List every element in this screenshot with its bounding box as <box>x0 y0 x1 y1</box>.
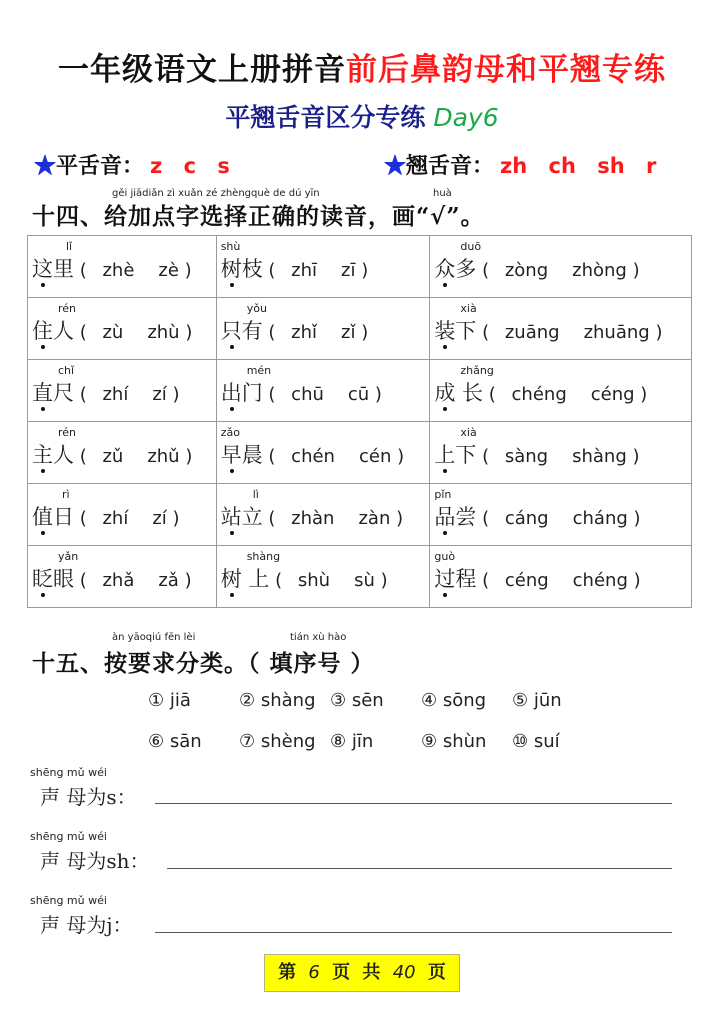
word-text: 过程 <box>434 567 477 591</box>
reading-options: ( zhí zí ) <box>74 384 180 405</box>
reading-options: ( zhè zè ) <box>74 260 192 281</box>
word-cell <box>430 360 692 422</box>
option-2[interactable]: cháng <box>572 508 628 529</box>
option-2[interactable]: cū <box>347 384 370 405</box>
option-1[interactable]: chén <box>291 446 335 467</box>
option-1[interactable]: zǔ <box>102 446 124 467</box>
word-cell <box>216 484 430 546</box>
word-text: 值日 <box>32 505 74 529</box>
legend-flat-tongue <box>34 149 230 180</box>
section15-pinyin-2: tián xù hào <box>290 632 347 643</box>
choice-9: ⑨ shùn <box>421 731 487 752</box>
word-characters <box>434 567 476 591</box>
option-1[interactable]: zù <box>102 322 124 343</box>
fill-sh-pinyin: shēng mǔ wéi <box>30 830 107 843</box>
reading-options: ( cáng cháng ) <box>476 508 641 529</box>
reading-options: ( zhǎ zǎ ) <box>74 570 192 591</box>
reading-options: ( zhī zī ) <box>262 260 369 281</box>
page-indicator <box>264 954 460 992</box>
option-2[interactable]: zǐ <box>341 322 356 343</box>
word-cell <box>28 546 217 608</box>
cell-pinyin: xià <box>460 302 477 315</box>
cell-pinyin: rì <box>62 488 70 501</box>
word-characters <box>434 257 476 281</box>
choice-4: ④ sōng <box>421 690 487 711</box>
cell-content <box>32 501 180 531</box>
table-row <box>28 422 692 484</box>
word-text: 站立 <box>220 505 263 529</box>
fill-sh-answer-line[interactable] <box>167 868 672 869</box>
choice-5: ⑤ jūn <box>512 690 562 711</box>
word-cell <box>430 546 692 608</box>
table-row <box>28 360 692 422</box>
word-characters <box>221 505 263 529</box>
fill-sh-label: 声 母为sh： <box>40 849 150 873</box>
emphasis-dot-icon <box>443 593 447 597</box>
reading-options: ( zù zhù ) <box>74 322 193 343</box>
legend-retroflex-sounds: zh ch sh r <box>500 154 657 178</box>
fill-j-pinyin: shēng mǔ wéi <box>30 894 107 907</box>
table-row <box>28 546 692 608</box>
option-2[interactable]: zhuāng <box>583 322 650 343</box>
word-cell <box>430 236 692 298</box>
cell-pinyin: xià <box>460 426 477 439</box>
choices-row-2 <box>148 731 603 752</box>
option-1[interactable]: zhī <box>291 260 318 281</box>
table-row <box>28 484 692 546</box>
word-text: 只有 <box>220 319 263 343</box>
cell-content <box>32 315 192 345</box>
option-1[interactable]: chéng <box>511 384 567 405</box>
cell-content <box>32 253 192 283</box>
word-characters <box>221 381 263 405</box>
option-2[interactable]: chéng <box>572 570 628 591</box>
emphasis-dot-icon <box>230 593 234 597</box>
word-cell <box>28 236 217 298</box>
word-text: 主人 <box>32 443 74 467</box>
option-2[interactable]: zhù <box>147 322 180 343</box>
option-2[interactable]: cén <box>358 446 392 467</box>
reading-options: ( zhǐ zǐ ) <box>262 322 369 343</box>
emphasis-dot-icon <box>41 531 45 535</box>
choice-3: ③ sēn <box>330 690 384 711</box>
cell-pinyin: shù <box>220 240 241 253</box>
word-characters <box>32 381 74 405</box>
emphasis-dot-icon <box>230 531 234 535</box>
word-characters <box>434 443 476 467</box>
cell-content <box>221 439 404 469</box>
pager-prefix: 第 <box>278 962 297 983</box>
emphasis-dot-icon <box>41 345 45 349</box>
word-cell <box>28 298 217 360</box>
word-cell <box>430 484 692 546</box>
cell-content <box>221 501 403 531</box>
reading-options: ( zhàn zàn ) <box>262 508 404 529</box>
option-2[interactable]: zàn <box>358 508 391 529</box>
option-2[interactable]: zí <box>152 384 167 405</box>
cell-content <box>32 377 180 407</box>
word-text: 眨眼 <box>32 567 74 591</box>
cell-content <box>434 501 640 531</box>
word-cell <box>28 484 217 546</box>
reading-options: ( zǔ zhǔ ) <box>74 446 193 467</box>
cell-pinyin: lì <box>252 488 259 501</box>
cell-pinyin: zhǎng <box>460 364 494 377</box>
cell-content <box>221 253 369 283</box>
page-subtitle <box>0 98 724 134</box>
emphasis-dot-icon <box>443 345 447 349</box>
cell-content <box>434 563 640 593</box>
word-text: 成 长 <box>434 381 484 405</box>
choice-8: ⑧ jīn <box>330 731 374 752</box>
reading-choice-table <box>27 235 692 608</box>
word-text: 树 上 <box>220 567 270 591</box>
word-text: 出门 <box>220 381 263 405</box>
word-characters <box>221 567 270 591</box>
cell-content <box>434 377 647 407</box>
word-cell <box>216 546 430 608</box>
cell-content <box>32 439 192 469</box>
subtitle-day: Day6 <box>433 103 499 132</box>
word-characters <box>32 443 74 467</box>
cell-content <box>221 377 382 407</box>
word-characters <box>434 505 476 529</box>
option-1[interactable]: zòng <box>504 260 549 281</box>
legend-retroflex <box>384 149 656 180</box>
cell-pinyin: mén <box>246 364 272 377</box>
option-2[interactable]: zǎ <box>158 570 179 591</box>
word-text: 众多 <box>434 257 477 281</box>
word-cell <box>216 236 430 298</box>
word-characters <box>32 567 74 591</box>
word-text: 上下 <box>434 443 477 467</box>
option-1[interactable]: sàng <box>504 446 549 467</box>
cell-pinyin: rén <box>58 302 77 315</box>
emphasis-dot-icon <box>230 407 234 411</box>
word-cell <box>430 298 692 360</box>
fill-j-label: 声 母为j： <box>40 913 133 937</box>
table-row <box>28 298 692 360</box>
word-text: 装下 <box>434 319 477 343</box>
cell-content <box>221 563 388 593</box>
emphasis-dot-icon <box>443 469 447 473</box>
choice-10: ⑩ suí <box>512 731 560 752</box>
reading-options: ( céng chéng ) <box>476 570 641 591</box>
choice-1: ① jiā <box>148 690 191 711</box>
table-row <box>28 236 692 298</box>
option-2[interactable]: zè <box>158 260 179 281</box>
cell-pinyin: chǐ <box>58 364 75 377</box>
word-cell <box>216 298 430 360</box>
option-2[interactable]: shàng <box>572 446 627 467</box>
cell-content <box>221 315 369 345</box>
option-2[interactable]: zí <box>152 508 167 529</box>
emphasis-dot-icon <box>41 407 45 411</box>
option-2[interactable]: sù <box>354 570 375 591</box>
section14-heading: 十四、给加点字选择正确的读音，画“√”。 <box>32 203 485 230</box>
legend-flat-sounds: z c s <box>150 154 230 178</box>
choice-2: ② shàng <box>239 690 316 711</box>
legend-retroflex-label: 翘舌音： <box>406 153 495 179</box>
emphasis-dot-icon <box>230 469 234 473</box>
title-black-part: 一年级语文上册拼音 <box>58 52 346 88</box>
option-1[interactable]: zuāng <box>504 322 560 343</box>
option-1[interactable]: zhǐ <box>291 322 318 343</box>
emphasis-dot-icon <box>230 283 234 287</box>
cell-content <box>434 315 662 345</box>
option-1[interactable]: zhí <box>102 508 129 529</box>
page-title <box>0 44 724 89</box>
reading-options: ( zòng zhòng ) <box>476 260 640 281</box>
word-cell <box>216 360 430 422</box>
emphasis-dot-icon <box>41 593 45 597</box>
reading-options: ( chéng céng ) <box>483 384 648 405</box>
section15-heading: 十五、按要求分类。（ 填序号 ） <box>32 650 375 677</box>
cell-pinyin: pǐn <box>434 488 452 501</box>
section14-pinyin-2: huà <box>433 188 452 199</box>
word-cell <box>216 422 430 484</box>
word-text: 品尝 <box>434 505 477 529</box>
cell-content <box>32 563 192 593</box>
choices-row-1 <box>148 690 603 711</box>
word-text: 早晨 <box>220 443 263 467</box>
option-2[interactable]: zī <box>341 260 356 281</box>
option-1[interactable]: zhàn <box>291 508 335 529</box>
emphasis-dot-icon <box>443 531 447 535</box>
reading-options: ( zhí zí ) <box>74 508 180 529</box>
word-characters <box>32 505 74 529</box>
star-icon: ★ <box>34 153 57 179</box>
word-characters <box>434 381 483 405</box>
fill-s-pinyin: shēng mǔ wéi <box>30 766 107 779</box>
cell-pinyin: rén <box>58 426 77 439</box>
word-text: 这里 <box>32 257 74 281</box>
option-1[interactable]: zhè <box>102 260 135 281</box>
word-cell <box>430 422 692 484</box>
word-characters <box>221 257 263 281</box>
word-characters <box>221 319 263 343</box>
option-1[interactable]: céng <box>504 570 549 591</box>
legend-flat-label: 平舌音： <box>56 153 145 179</box>
word-characters <box>434 319 476 343</box>
title-red-part: 前后鼻韵母和平翘专练 <box>346 52 666 88</box>
star-icon: ★ <box>384 153 407 179</box>
subtitle-text: 平翘舌音区分专练 <box>225 103 426 132</box>
option-1[interactable]: zhí <box>102 384 129 405</box>
reading-options: ( chén cén ) <box>262 446 405 467</box>
reading-options: ( chū cū ) <box>262 384 382 405</box>
option-2[interactable]: zhòng <box>572 260 627 281</box>
reading-options: ( sàng shàng ) <box>476 446 640 467</box>
word-cell <box>28 422 217 484</box>
cell-pinyin: lǐ <box>66 240 73 253</box>
option-1[interactable]: chū <box>291 384 324 405</box>
section14-pinyin-1: gěi jiādiǎn zì xuǎn zé zhèngquè de dú yīn <box>112 188 320 199</box>
emphasis-dot-icon <box>41 469 45 473</box>
word-cell <box>28 360 217 422</box>
cell-pinyin: yǒu <box>246 302 267 315</box>
option-1[interactable]: shù <box>297 570 331 591</box>
word-characters <box>221 443 263 467</box>
cell-content <box>434 439 639 469</box>
word-characters <box>32 319 74 343</box>
word-characters <box>32 257 74 281</box>
pager-total-pages: 40 <box>392 962 416 983</box>
reading-options: ( shù sù ) <box>269 570 388 591</box>
fill-s-answer-line[interactable] <box>155 803 672 804</box>
option-1[interactable]: zhǎ <box>102 570 135 591</box>
cell-pinyin: duō <box>460 240 482 253</box>
choice-6: ⑥ sān <box>148 731 202 752</box>
cell-pinyin: shàng <box>246 550 281 563</box>
cell-pinyin: guò <box>434 550 456 563</box>
option-1[interactable]: cáng <box>504 508 549 529</box>
fill-s-label: 声 母为s： <box>40 785 137 809</box>
emphasis-dot-icon <box>41 283 45 287</box>
option-2[interactable]: céng <box>590 384 635 405</box>
reading-options: ( zuāng zhuāng ) <box>476 322 663 343</box>
pager-mid: 页 共 <box>332 962 381 983</box>
choice-7: ⑦ shèng <box>239 731 316 752</box>
pager-current-page: 6 <box>308 962 320 983</box>
word-text: 树枝 <box>220 257 263 281</box>
word-text: 直尺 <box>32 381 74 405</box>
emphasis-dot-icon <box>443 283 447 287</box>
section15-pinyin-1: àn yāoqiú fēn lèi <box>112 632 196 643</box>
cell-content <box>434 253 639 283</box>
cell-pinyin: yǎn <box>58 550 79 563</box>
cell-pinyin: zǎo <box>220 426 240 439</box>
word-text: 住人 <box>32 319 74 343</box>
option-2[interactable]: zhǔ <box>147 446 180 467</box>
emphasis-dot-icon <box>230 345 234 349</box>
fill-j-answer-line[interactable] <box>155 932 672 933</box>
pager-suffix: 页 <box>427 962 446 983</box>
emphasis-dot-icon <box>443 407 447 411</box>
